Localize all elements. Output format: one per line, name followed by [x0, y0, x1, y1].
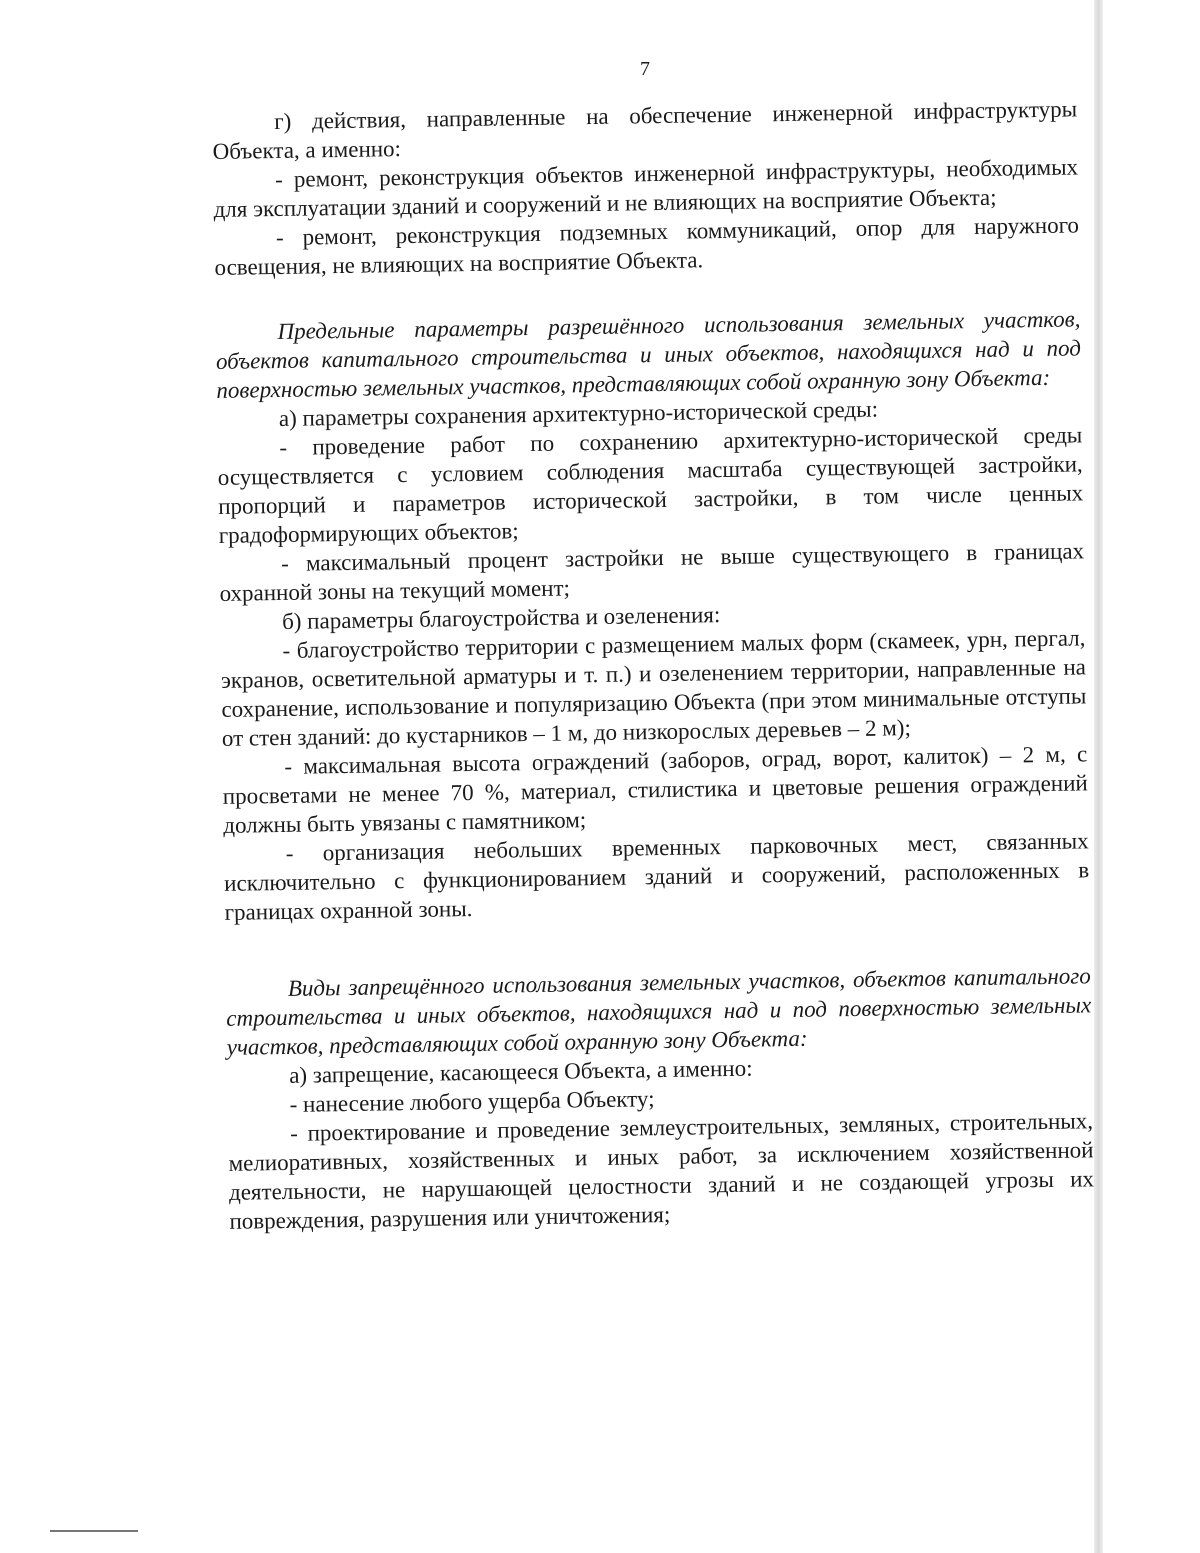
prohibited-paragraph-a-1: - нанесение любого ущерба Объекту;	[289, 1086, 655, 1117]
page-number: 7	[640, 58, 650, 80]
limits-paragraph-b: б) параметры благоустройства и озеленения:	[281, 602, 721, 634]
limits-paragraph-a: а) параметры сохранения архитектурно-исторической среды:	[278, 396, 879, 431]
limits-heading: Предельные параметры разрешённого использования земельных участков, объектов капитального строительства и иных объектов, находящихся над и под поверхностью земельных участков, представляющих собой охранную зону Объекта:	[215, 306, 1082, 403]
section-g-intro: г) действия, направленные на обеспечение инженерной инфраструктуры Объекта, а именно:	[212, 96, 1078, 164]
prohibited-heading: Виды запрещённого использования земельных участков, объектов капитального строительства и иных объектов, находящихся над и под поверхностью земельных участков, представляющих собой охранную зону Объекта:	[226, 963, 1092, 1060]
limits-paragraph-a-1: - проведение работ по сохранению архитектурно-исторической среды осуществляется с условием соблюдения масштаба существующей застройки, пропорций и параметров исторической застройки, в том числе ценных градоформирующих объектов;	[217, 422, 1084, 548]
limits-paragraph-b-3: - организация небольших временных парковочных мест, связанных исключительно с функционированием зданий и сооружений, расположенных в границах охранной зоны.	[223, 828, 1090, 925]
limits-paragraph-b-2: - максимальная высота ограждений (заборов, оград, ворот, калиток) – 2 м, с просветами не менее 70 %, материал, стилистика и цветовые решения ограждений должны быть увязаны с памятником;	[222, 741, 1088, 838]
limits-paragraph-a-2: - максимальный процент застройки не выше существующего в границах охранной зоны на текущий момент;	[219, 538, 1085, 606]
document-body	[212, 94, 1095, 1235]
limits-paragraph-b-1: - благоустройство территории с размещением малых форм (скамеек, урн, пергал, экранов, осветительной арматуры и т. п.) и озеленением территории, направленные на сохранение, использование и популяризацию Объекта (при этом минимальные отступы от стен зданий: до кустарников – 1 м, до низкорослых деревьев – 2 м);	[220, 625, 1087, 751]
prohibited-paragraph-a: а) запрещение, касающееся Объекта, а именно:	[289, 1055, 753, 1088]
scan-mark-line	[50, 1530, 138, 1532]
scan-edge-shadow	[1094, 0, 1103, 1553]
section-g-item-2: - ремонт, реконструкция подземных коммуникаций, опор для наружного освещения, не влияющих на восприятие Объекта.	[214, 212, 1080, 280]
prohibited-paragraph-a-2: - проектирование и проведение землеустроительных, земляных, строительных, мелиоративных, хозяйственных и иных работ, за исключением хозяйственной деятельности, не нарушающей целостности зданий и не создающей угрозы их повреждения, разрушения или уничтожения;	[228, 1108, 1095, 1234]
section-g-item-1: - ремонт, реконструкция объектов инженерной инфраструктуры, необходимых для эксплуатации зданий и сооружений и не влияющих на восприятие Объекта;	[213, 154, 1079, 222]
